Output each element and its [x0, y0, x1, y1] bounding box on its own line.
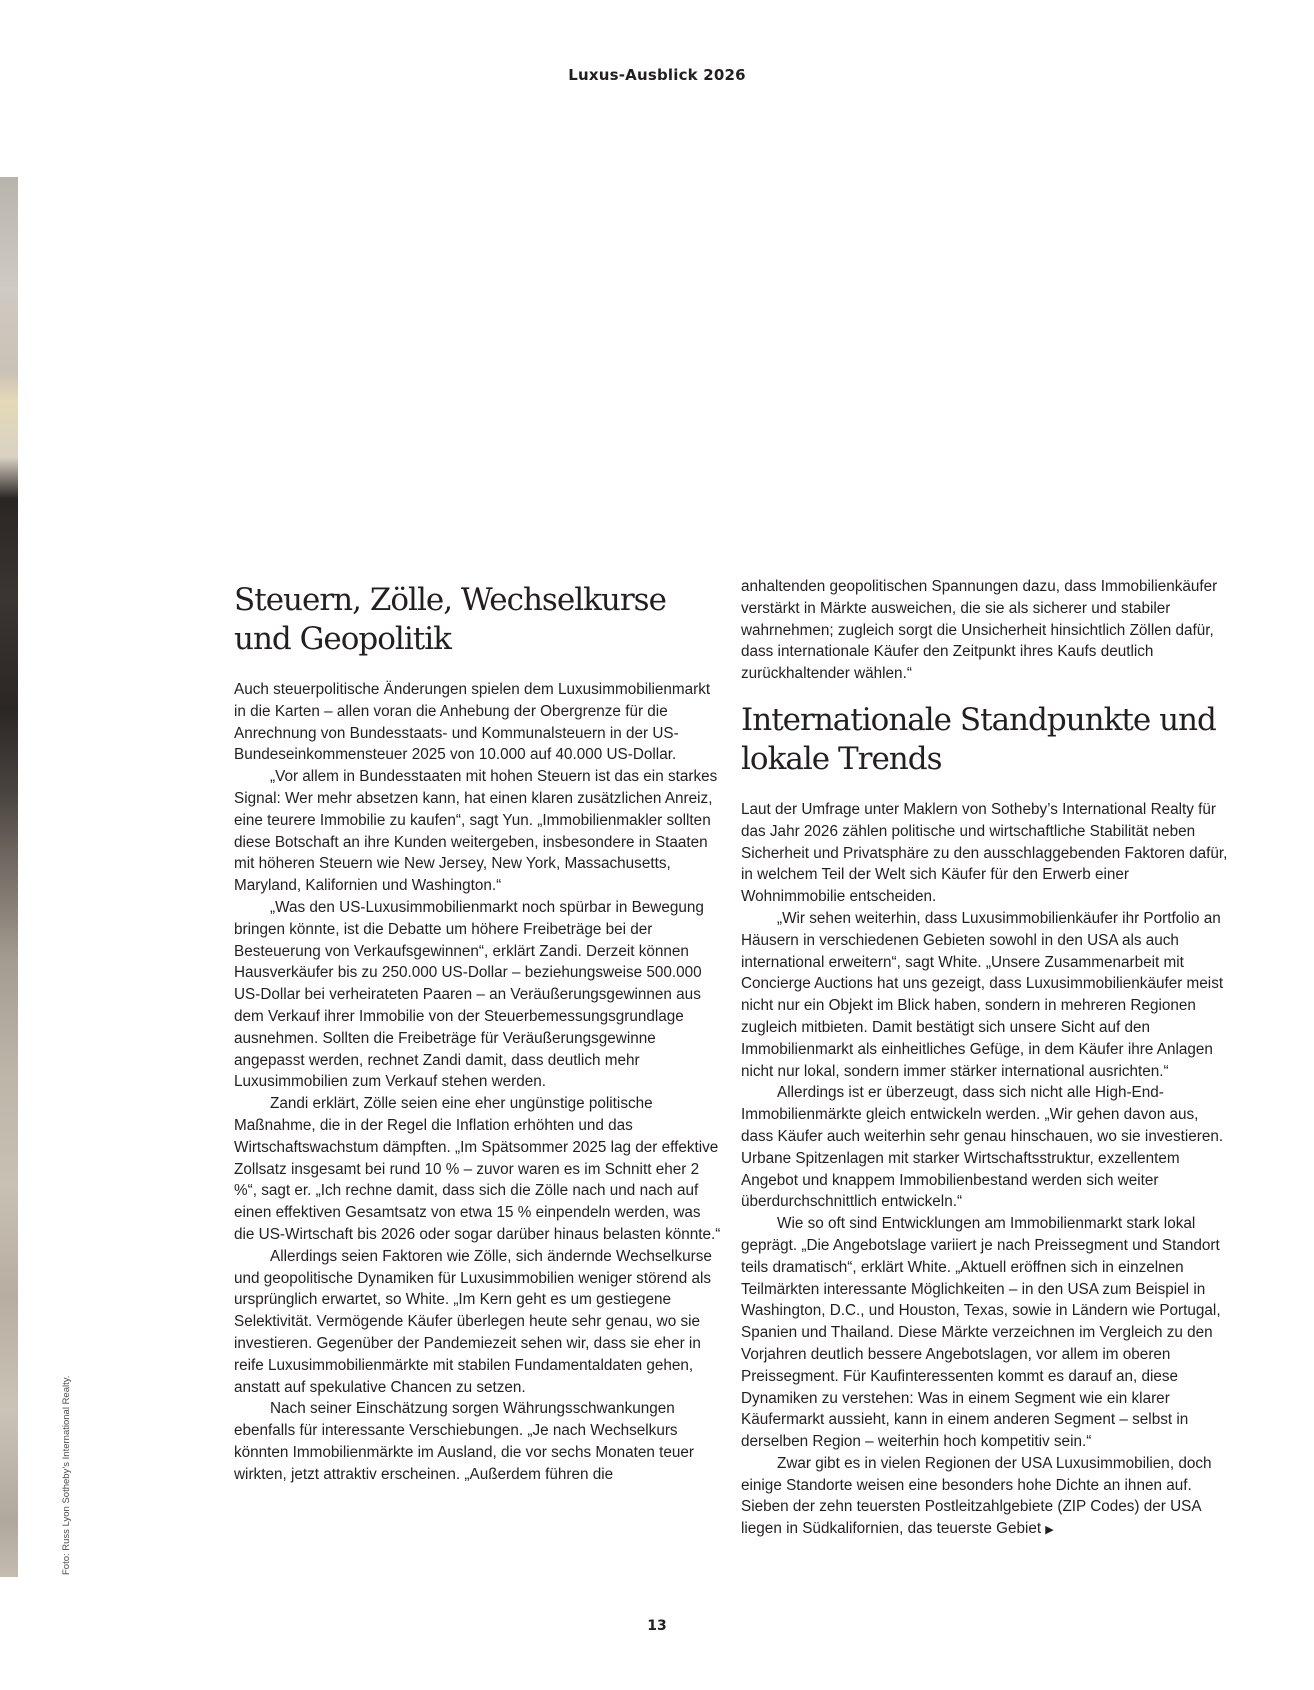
body-paragraph: „Was den US-Luxusimmobilienmarkt noch spürbar in Bewegung bringen könnte, ist die Debatte um höhere Freibeträge bei der Besteuerung von Verkaufsgewinnen“, erklärt Zandi. Derzeit können Hausverkäufer bis zu 250.000 US-Dollar – beziehungsweise 500.000 US-Dollar bei verheirateten Paaren – an Veräußerungsgewinnen aus dem Verkauf ihrer Immobilie von der Steuerbemessungsgrundlage ausnehmen. Sollten die Freibeträge für Veräußerungsgewinne angepasst werden, rechnet Zandi damit, dass deutlich mehr Luxusimmobilien zum Verkauf stehen werden. [234, 898, 704, 1091]
body-paragraph: Allerdings ist er überzeugt, dass sich nicht alle High-End-Immobilienmärkte gleich entwickeln werden. „Wir gehen davon aus, dass Käufer auch weiterhin sehr genau hinschauen, wo sie investieren. Urbane Spitzenlagen mit starker Wirtschaftsstruktur, exzellentem Angebot und knappem Immobilienbestand werden sich weiter überdurchschnittlich entwickeln.“ [741, 1084, 1224, 1211]
running-head: Luxus-Ausblick 2026 [568, 66, 746, 84]
body-paragraph: „Vor allem in Bundesstaaten mit hohen Steuern ist das ein starkes Signal: Wer mehr absetzen kann, hat einen klaren zusätzlichen Anreiz, eine teurere Immobilie zu kaufen“, sagt Yun. „Immobilienmakler sollten diese Botschaft an ihre Kunden weitergeben, insbesondere in Staaten mit höheren Steuern wie New Jersey, New York, Massachusetts, Maryland, Kalifornien und Washington.“ [234, 768, 718, 895]
body-paragraph: Zandi erklärt, Zölle seien eine eher ungünstige politische Maßnahme, die in der Regel die Inflation erhöhten und das Wirtschaftswachstum dämpften. „Im Spätsommer 2025 lag der effektive Zollsatz insgesamt bei rund 10 % – zuvor waren es im Schnitt eher 2 %“, sagt er. „Ich rechne damit, dass sich die Zölle nach und nach auf einen effektiven Gesamtsatz von etwa 15 % einpendeln werden, was die US-Wirtschaft bis 2026 oder sogar darüber hinaus belasten könnte.“ [234, 1095, 721, 1243]
photo-credit: Foto: Russ Lyon Sotheby’s International Realty. [61, 1375, 72, 1575]
body-paragraph: anhaltenden geopolitischen Spannungen dazu, dass Immobilienkäufer verstärkt in Märkte ausweichen, die sie als sicherer und stabiler wahrnehmen; zugleich sorgt die Unsicherheit hinsichtlich Zöllen dafür, dass internationale Käufer den Zeitpunkt ihres Kaufs deutlich zurückhaltender wählen.“ [741, 578, 1218, 683]
page-number: 13 [647, 1618, 667, 1634]
body-paragraph: Auch steuerpolitische Änderungen spielen dem Luxusimmobilienmarkt in die Karten – allen voran die Anhebung der Obergrenze für die Anrechnung von Bundesstaats- und Kommunalsteuern in der US-Bundeseinkommensteuer 2025 von 10.000 auf 40.000 US-Dollar. [234, 681, 711, 764]
photo-edge [0, 177, 18, 1577]
body-paragraph: Allerdings seien Faktoren wie Zölle, sich ändernde Wechselkurse und geopolitische Dynamiken für Luxusimmobilien weniger störend als ursprünglich erwartet, so White. „Im Kern geht es um gestiegene Selektivität. Vermögende Käufer überlegen heute sehr genau, wo sie investieren. Gegenüber der Pandemiezeit sehen wir, dass sie eher in reife Luxusimmobilienmärkte mit stabilen Fundamentaldaten gehen, anstatt auf spekulative Chancen zu setzen. [234, 1247, 712, 1396]
right-column [741, 576, 1229, 1542]
body-paragraph: „Wir sehen weiterhin, dass Luxusimmobilienkäufer ihr Portfolio an Häusern in verschiedenen Gebieten sowohl in den USA als auch international erweitern“, sagt White. „Unsere Zusammenarbeit mit Concierge Auctions hat uns gezeigt, dass Luxusimmobilienkäufer meist nicht nur ein Objekt im Blick haben, sondern in mehreren Regionen zugleich mitbieten. Damit bestätigt sich unsere Sicht auf den Immobilienmarkt als einheitliches Gefüge, in dem Käufer ihre Anlagen nicht nur lokal, sondern immer stärker international ausrichten.“ [741, 909, 1224, 1080]
paragraph-text: Zwar gibt es in vielen Regionen der USA Luxusimmobilien, doch einige Standorte weisen eine besonders hohe Dichte an ihnen auf. Sieben der zehn teuersten Postleitzahlgebiete (ZIP Codes) der USA liegen in Südkalifornien, das teuerste Gebiet [741, 1454, 1212, 1538]
body-paragraph: Nach seiner Einschätzung sorgen Währungsschwankungen ebenfalls für interessante Verschiebungen. „Je nach Wechselkurs könnten Immobilienmärkte im Ausland, die vor sechs Monaten teuer wirkten, jetzt attraktiv erscheinen. „Außerdem führen die [234, 1400, 694, 1483]
section-heading: Internationale Standpunkte und lokale Trends [741, 701, 1216, 777]
body-paragraph: Laut der Umfrage unter Maklern von Sotheby’s International Realty für das Jahr 2026 zählen politische und wirtschaftliche Stabilität neben Sicherheit und Privatsphäre zu den ausschlaggebenden Faktoren dafür, in welchem Teil der Welt sich Käufer für den Erwerb einer Wohnimmobilie entscheiden. [741, 800, 1228, 906]
section-heading: Steuern, Zölle, Wechselkurse und Geopolitik [234, 582, 666, 657]
continue-arrow-icon: ▶ [1045, 1524, 1054, 1537]
body-paragraph: Wie so oft sind Entwicklungen am Immobilienmarkt stark lokal geprägt. „Die Angebotslage variiert je nach Preissegment und Standort teils dramatisch“, erklärt White. „Aktuell eröffnen sich in einzelnen Teilmärkten interessante Möglichkeiten – in den USA zum Beispiel in Washington, D.C., und Houston, Texas, sowie in Ländern wie Portugal, Spanien und Thailand. Diese Märkte verzeichnen im Vergleich zu den Vorjahren deutlich bessere Angebotslagen, vor allem im oberen Preissegment. Für Kaufinteressenten kommt es darauf an, diese Dynamiken zu verstehen: Was in einem Segment wie ein klarer Käufermarkt aussieht, kann in einem anderen Segment – selbst in derselben Region – weiterhin hoch kompetitiv sein.“ [741, 1215, 1221, 1451]
body-paragraph [741, 1453, 1229, 1542]
left-column [234, 581, 722, 1485]
